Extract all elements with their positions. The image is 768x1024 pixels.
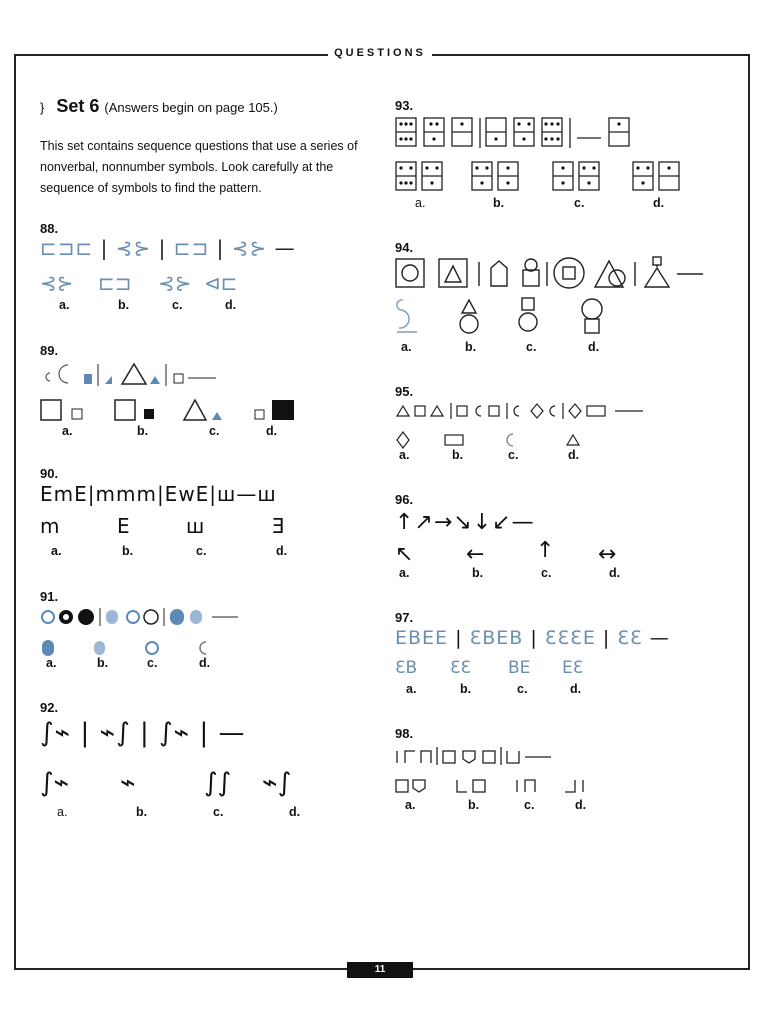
- q89-option-a[interactable]: a.: [62, 424, 73, 438]
- q95-option-d[interactable]: d.: [568, 448, 580, 462]
- q92-option-c-figure: ∫∫: [204, 768, 232, 798]
- q91-option-a[interactable]: a.: [46, 656, 57, 670]
- q93-option-c[interactable]: c.: [574, 196, 585, 210]
- divider: |: [216, 236, 225, 260]
- q88-option-a[interactable]: a.: [59, 298, 70, 312]
- q91-option-c[interactable]: c.: [147, 656, 158, 670]
- q97-option-c[interactable]: c.: [517, 682, 528, 696]
- q97-option-c-figure: BE: [508, 658, 531, 678]
- q96-option-a-figure: ↖: [395, 542, 414, 567]
- question-96-sequence: [395, 510, 535, 535]
- q96-option-d-figure: ↔: [598, 542, 617, 567]
- q97-symbol: ƐBEB: [469, 627, 524, 649]
- question-91-number: 91.: [40, 589, 59, 604]
- q88-option-b[interactable]: b.: [118, 298, 130, 312]
- q98-option-a-figure: [396, 780, 425, 792]
- q88-symbol: ⊰⊱: [231, 236, 268, 260]
- q93-options-figures: [395, 160, 695, 194]
- q90-option-b-figure: E: [117, 514, 130, 538]
- q92-option-d[interactable]: d.: [289, 805, 301, 819]
- q95-option-c[interactable]: c.: [508, 448, 519, 462]
- q92-option-a-figure: ∫⌁: [40, 768, 70, 798]
- question-95-sequence: [395, 401, 655, 421]
- q88-option-a-figure: ⊰⊱: [40, 271, 74, 295]
- set-title: [40, 96, 278, 117]
- blank-line: —: [649, 627, 670, 649]
- q93-sequence-drawing: [395, 116, 645, 150]
- q96-option-b-figure: ←: [466, 542, 485, 567]
- q97-symbol: EBEE: [395, 627, 449, 649]
- q89-option-c-figure: [184, 400, 206, 420]
- q97-option-a[interactable]: a.: [406, 682, 417, 696]
- question-90-number: 90.: [40, 466, 59, 481]
- q96-option-a[interactable]: a.: [399, 566, 410, 580]
- header-rule-left: [14, 54, 328, 56]
- q97-option-a-figure: ƐB: [395, 658, 418, 678]
- q91-option-d[interactable]: d.: [199, 656, 211, 670]
- q95-option-a-figure: [397, 432, 409, 448]
- question-97-sequence: [395, 627, 670, 649]
- q90-symbol: EmE|mmm|EwE|ш—ш: [40, 482, 277, 506]
- question-92-number: 92.: [40, 700, 59, 715]
- question-94-number: 94.: [395, 240, 414, 255]
- question-94-sequence: [395, 256, 715, 290]
- q88-option-d[interactable]: d.: [225, 298, 237, 312]
- q91-option-b-figure: [94, 641, 105, 655]
- question-93-sequence: [395, 116, 645, 150]
- divider: |: [158, 236, 167, 260]
- q98-sequence-drawing: [395, 745, 585, 767]
- q90-option-b[interactable]: b.: [122, 544, 134, 558]
- question-89-number: 89.: [40, 343, 59, 358]
- question-88-sequence: [40, 236, 296, 260]
- q94-option-b[interactable]: b.: [465, 340, 477, 354]
- brace-mark: }: [40, 100, 45, 115]
- q89-option-c[interactable]: c.: [209, 424, 220, 438]
- q91-sequence-drawing: [40, 606, 240, 628]
- q90-option-a-figure: m: [40, 514, 60, 538]
- q91-options-figures: [40, 638, 220, 658]
- question-91-sequence: [40, 606, 240, 628]
- header-rule-right: [432, 54, 748, 56]
- q98-option-a[interactable]: a.: [405, 798, 416, 812]
- q92-option-c[interactable]: c.: [213, 805, 224, 819]
- q95-option-b-figure: [445, 435, 463, 445]
- question-96-number: 96.: [395, 492, 414, 507]
- q89-option-b-figure: [115, 400, 135, 420]
- q95-options-figures: [395, 430, 595, 450]
- q88-option-c[interactable]: c.: [172, 298, 183, 312]
- q89-options-figures: [40, 398, 310, 424]
- question-88-number: 88.: [40, 221, 59, 236]
- q88-option-c-figure: ⊰⊱: [158, 271, 192, 295]
- q89-option-d[interactable]: d.: [266, 424, 278, 438]
- q98-option-d[interactable]: d.: [575, 798, 587, 812]
- q93-option-a[interactable]: a.: [415, 196, 426, 210]
- divider: |: [530, 627, 538, 649]
- q90-option-d[interactable]: d.: [276, 544, 288, 558]
- q94-option-b-figure: [460, 300, 478, 333]
- question-92-sequence: [40, 718, 245, 748]
- q97-option-b[interactable]: b.: [460, 682, 472, 696]
- q94-option-c-figure: [519, 298, 537, 331]
- set-note: (Answers begin on page 105.): [104, 100, 278, 115]
- q90-option-c-figure: ш: [186, 514, 205, 538]
- q91-option-a-figure: [42, 640, 54, 656]
- q90-option-c[interactable]: c.: [196, 544, 207, 558]
- q89-option-a-figure: [41, 400, 61, 420]
- divider: |: [602, 627, 611, 649]
- q96-option-c[interactable]: c.: [541, 566, 552, 580]
- q96-option-b[interactable]: b.: [472, 566, 484, 580]
- q88-symbol: ⊰⊱: [115, 236, 152, 260]
- q97-option-d[interactable]: d.: [570, 682, 582, 696]
- q94-sequence-drawing: [395, 256, 715, 290]
- q98-option-d-figure: [565, 780, 583, 792]
- question-98-number: 98.: [395, 726, 414, 741]
- q95-option-d-figure: [567, 435, 579, 445]
- q95-option-a[interactable]: a.: [399, 448, 410, 462]
- question-97-number: 97.: [395, 610, 414, 625]
- q96-option-c-figure: ↑: [536, 538, 555, 563]
- q94-option-a[interactable]: a.: [401, 340, 412, 354]
- q97-option-d-figure: EƐ: [562, 658, 584, 678]
- q94-option-d[interactable]: d.: [588, 340, 600, 354]
- q91-option-b[interactable]: b.: [97, 656, 109, 670]
- q98-option-c-figure: [517, 780, 535, 792]
- blank-line: —: [274, 236, 296, 260]
- q97-symbol: ƐƐ: [617, 627, 643, 649]
- set-title-text: Set 6: [56, 96, 100, 116]
- q94-option-a-figure: [397, 300, 417, 332]
- q98-option-b-figure: [457, 780, 485, 792]
- q89-option-d-figure: [255, 410, 264, 419]
- q95-option-b[interactable]: b.: [452, 448, 464, 462]
- q98-options-figures: [395, 776, 595, 796]
- divider: |: [455, 627, 463, 649]
- q92-option-d-figure: ⌁∫: [262, 768, 292, 798]
- question-89-sequence: [40, 360, 230, 388]
- section-header: QUESTIONS: [328, 47, 432, 59]
- q88-symbol: ⊏⊐: [173, 236, 210, 260]
- q89-option-b[interactable]: b.: [137, 424, 149, 438]
- q88-option-d-figure: ⊲⊏: [204, 271, 238, 295]
- q92-option-a[interactable]: a.: [57, 805, 68, 819]
- q91-option-c-figure: [146, 642, 158, 654]
- q94-option-d-figure: [582, 299, 602, 333]
- q90-option-a[interactable]: a.: [51, 544, 62, 558]
- q92-option-b-figure: ⌁: [120, 768, 136, 798]
- q94-options-figures: [395, 296, 615, 336]
- q88-option-b-figure: ⊏⊐: [98, 271, 132, 295]
- question-95-number: 95.: [395, 384, 414, 399]
- question-93-number: 93.: [395, 98, 414, 113]
- question-90-sequence: [40, 482, 277, 506]
- q92-symbol: ∫⌁ | ⌁∫ | ∫⌁ | —: [40, 718, 246, 748]
- q89-sequence-drawing: [40, 360, 230, 388]
- question-98-sequence: [395, 745, 585, 767]
- q93-option-d[interactable]: d.: [653, 196, 665, 210]
- q98-option-c[interactable]: c.: [524, 798, 535, 812]
- q91-option-d-figure: [200, 642, 206, 654]
- q90-option-d-figure: Ǝ: [272, 514, 285, 538]
- q97-symbol: ƐƐƐE: [544, 627, 596, 649]
- q97-option-b-figure: ƐƐ: [450, 658, 471, 678]
- q95-option-c-figure: [507, 434, 513, 446]
- set-intro: This set contains sequence questions that use a series of nonverbal, nonnumber symbols. Look carefully at the sequence of symbols to find the pattern.: [40, 139, 358, 195]
- q94-option-c[interactable]: c.: [526, 340, 537, 354]
- q96-symbol: ↑↗→↘↓↙—: [395, 510, 535, 535]
- q98-option-b[interactable]: b.: [468, 798, 480, 812]
- q95-sequence-drawing: [395, 401, 655, 421]
- q92-option-b[interactable]: b.: [136, 805, 148, 819]
- q93-option-b[interactable]: b.: [493, 196, 505, 210]
- q88-symbol: ⊏⊐⊏: [40, 236, 94, 260]
- q96-option-d[interactable]: d.: [609, 566, 621, 580]
- divider: |: [100, 236, 109, 260]
- page-number: 11: [347, 962, 413, 978]
